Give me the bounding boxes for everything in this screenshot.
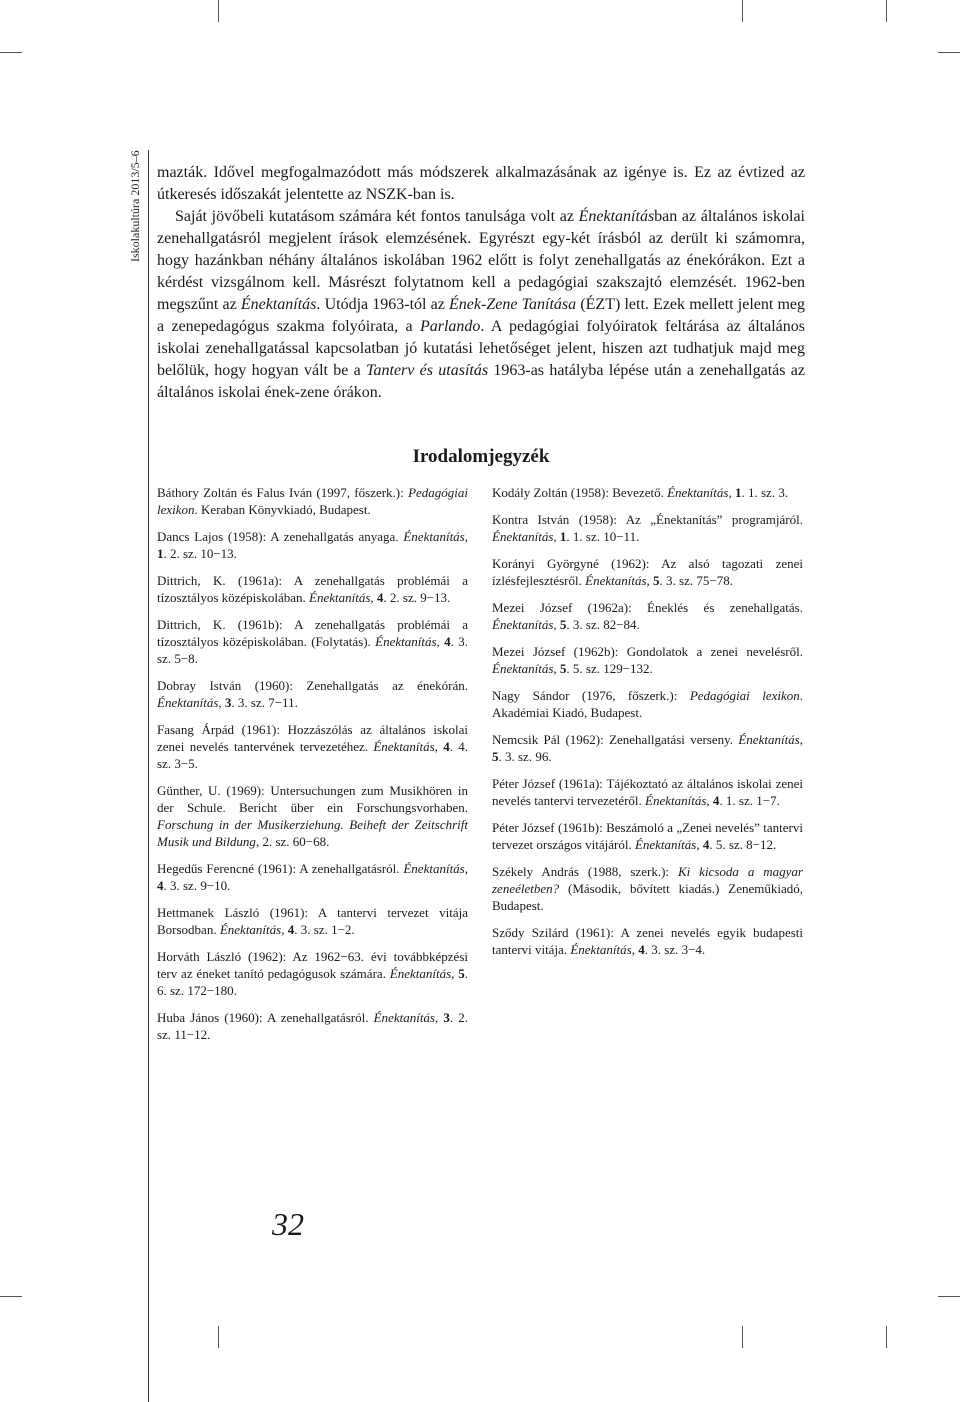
text-run: , — [728, 485, 735, 500]
text-run: . 6. sz. 172−180. — [157, 966, 468, 998]
bold-text: 4 — [287, 922, 295, 937]
bold-text: 4 — [702, 837, 710, 852]
bold-text: 1 — [734, 485, 742, 500]
bold-text: 4 — [376, 590, 384, 605]
text-run: 1963-as hatályba lépése után a zenehallgatás az általános iskolai ének-zene órákon. — [157, 362, 805, 401]
italic-text: Ki kicsoda a magyar zeneéletben? — [492, 864, 803, 896]
reference-entry — [157, 721, 468, 772]
text-run: Fasang Árpád (1961): Hozzászólás az általános iskolai zenei nevelés tantervének tervezetéhez. — [157, 722, 468, 754]
text-run: . 3. sz. 75−78. — [659, 573, 733, 588]
italic-text: Tanterv és utasítás — [366, 362, 489, 379]
references-heading: Irodalomjegyzék — [412, 446, 550, 467]
reference-entry — [492, 863, 803, 914]
text-run: . 3. sz. 1−2. — [294, 922, 355, 937]
text-run: . 2. sz. 10−13. — [163, 546, 237, 561]
text-run: Korányi Györgyné (1962): Az alsó tagozati zenei ízlésfejlesztésről. — [492, 556, 803, 588]
text-run: , — [370, 590, 377, 605]
crop-mark — [0, 1296, 22, 1297]
reference-entry — [492, 687, 803, 721]
text-run: . 2. sz. 11−12. — [157, 1010, 468, 1042]
text-run: . Utódja 1963-tól az — [316, 296, 450, 313]
reference-entry — [157, 904, 468, 938]
text-run: Horváth László (1962): Az 1962−63. évi továbbképzési terv az éneket tanító pedagógusok számára. — [157, 949, 468, 981]
bold-text: 5 — [559, 661, 567, 676]
text-run: Günther, U. (1969): Untersuchungen zum Musikhören in der Schule. Bericht über ein Forschungsvorhaben. — [157, 783, 468, 815]
text-run: (Második, bővített kiadás.) Zeneműkiadó, Budapest. — [492, 881, 803, 913]
crop-mark — [218, 0, 219, 22]
references-right-column — [492, 484, 803, 968]
text-run: . 2. sz. 9−13. — [383, 590, 451, 605]
reference-entry — [492, 511, 803, 545]
text-run: . 3. sz. 9−10. — [163, 878, 231, 893]
bold-text: 4 — [444, 634, 451, 649]
text-run: , — [435, 1010, 444, 1025]
crop-mark — [938, 52, 960, 53]
reference-entry — [157, 572, 468, 606]
text-run: . 1. sz. 10−11. — [566, 529, 640, 544]
reference-entry — [492, 555, 803, 589]
text-run: , — [218, 695, 225, 710]
crop-mark — [938, 1296, 960, 1297]
italic-text: Forschung in der Musikerziehung. Beiheft der Zeitschrift Musik und Bildung — [157, 817, 468, 849]
italic-text: Énektanítás — [375, 634, 437, 649]
text-run: Dittrich, K. (1961b): A zenehallgatás problémái a tízosztályos középiskolában. (Folytatás). — [157, 617, 468, 649]
crop-mark — [886, 1326, 887, 1348]
body-text — [157, 162, 805, 404]
reference-entry — [157, 484, 468, 518]
italic-text: Énektanítás — [738, 732, 800, 747]
italic-text: Énektanítás — [389, 966, 452, 981]
text-run: Péter József (1961b): Beszámoló a „Zenei nevelés” tantervi tervezet országos vitájáról. — [492, 820, 803, 852]
text-run: , — [553, 617, 560, 632]
italic-text: Énektanítás — [585, 573, 647, 588]
text-run: . 3. sz. 3−4. — [644, 942, 706, 957]
text-run: , — [646, 573, 654, 588]
reference-entry — [492, 484, 803, 501]
text-run: , 2. sz. 60−68. — [255, 834, 330, 849]
text-run: Saját jövőbeli kutatásom számára két fontos tanulsága volt az — [175, 208, 579, 225]
italic-text: Énektanítás — [403, 529, 465, 544]
text-run: Kodály Zoltán (1958): Bevezető. — [492, 485, 668, 500]
italic-text: Énektanítás — [240, 296, 317, 313]
bold-text: 1 — [157, 546, 164, 561]
bold-text: 5 — [458, 966, 465, 981]
text-run: Székely András (1988, szerk.): — [492, 864, 678, 879]
crop-mark — [886, 0, 887, 22]
text-run: . 3. sz. 96. — [498, 749, 552, 764]
text-run: . Keraban Könyvkiadó, Budapest. — [194, 502, 371, 517]
references-left-column — [157, 484, 468, 1053]
text-run: Hettmanek László (1961): A tantervi tervezet vitája Borsodban. — [157, 905, 468, 937]
reference-entry — [157, 782, 468, 850]
reference-entry — [157, 677, 468, 711]
crop-mark — [218, 1326, 219, 1348]
text-run: , — [436, 634, 445, 649]
bold-text: 5 — [492, 749, 499, 764]
italic-text: Énektanítás — [492, 617, 554, 632]
crop-mark — [742, 1326, 743, 1348]
text-run: . 4. sz. 3−5. — [157, 739, 469, 771]
text-run: Mezei József (1962b): Gondolatok a zenei nevelésről. — [492, 644, 803, 659]
paragraph-1 — [157, 162, 805, 206]
text-run: . 5. sz. 129−132. — [566, 661, 653, 676]
reference-entry — [492, 599, 803, 633]
reference-entry — [157, 528, 468, 562]
italic-text: Parlando — [419, 318, 481, 335]
crop-mark — [742, 0, 743, 22]
italic-text: Pedagógiai lexikon — [689, 688, 800, 703]
bold-text: 3 — [224, 695, 232, 710]
reference-entry — [157, 616, 468, 667]
margin-rule — [148, 150, 149, 1402]
italic-text: Énektanítás — [309, 590, 371, 605]
italic-text: Énektanítás — [219, 922, 282, 937]
text-run: Huba János (1960): A zenehallgatásról. — [157, 1010, 374, 1025]
text-run: . 3. sz. 7−11. — [231, 695, 298, 710]
text-run: . A pedagógiai folyóiratok feltárása az általános iskolai zenehallgatással kapcsolatban jó kutatási lehetőséget jelent, hiszen azt tudhatjuk majd meg belőlük, hogy hogyan vált be a — [157, 318, 806, 379]
text-run: , — [799, 732, 803, 747]
italic-text: Énektanítás — [645, 793, 707, 808]
bold-text: 5 — [653, 573, 660, 588]
italic-text: Énektanítás — [157, 695, 219, 710]
bold-text: 5 — [559, 617, 567, 632]
italic-text: Énektanítás — [492, 661, 554, 676]
bold-text: 4 — [638, 942, 645, 957]
italic-text: Énektanítás — [373, 739, 435, 754]
italic-text: Ének-Zene Tanítása — [449, 296, 577, 313]
reference-entry — [157, 948, 468, 999]
text-run: . 3. sz. 82−84. — [566, 617, 640, 632]
bold-text: 4 — [157, 878, 164, 893]
text-run: Báthory Zoltán és Falus Iván (1997, főszerk.): — [157, 485, 409, 500]
italic-text: Énektanítás — [492, 529, 554, 544]
text-run: , — [451, 966, 459, 981]
bold-text: 1 — [559, 529, 567, 544]
reference-entry — [492, 775, 803, 809]
journal-side-label: Iskolakultúra 2013/5–6 — [128, 150, 142, 262]
text-run: , — [434, 739, 444, 754]
reference-entry — [157, 1009, 468, 1043]
text-run: ban az általános iskolai zenehallgatásról megjelent írások elemzésének. Egyrészt egy-két írásból az derült ki számomra, hogy hazánkban néhány általános iskolában 1962 előtt is folyt zenehallgatás az énekórákon. Ezt a kérdést vizsgálnom kell. Másrészt folytatnom kell a pedagógiai szakszajtó elemzését. 1962-ben megszűnt az — [157, 208, 805, 313]
italic-text: Énektanítás — [403, 861, 465, 876]
italic-text: Énektanítás — [578, 208, 655, 225]
italic-text: Énektanítás — [634, 837, 697, 852]
reference-entry — [492, 924, 803, 958]
text-run: . 5. sz. 8−12. — [709, 837, 777, 852]
italic-text: Énektanítás — [373, 1010, 435, 1025]
text-run: Kontra István (1958): Az „Énektanítás” programjáról. — [492, 512, 803, 527]
text-run: mazták. Idővel megfogalmazódott más módszerek alkalmazásának az igénye is. Ez az évtized az útkeresés időszakát jelentette az NSZK-ban is. — [157, 164, 805, 203]
text-run: Hegedűs Ferencné (1961): A zenehallgatásról. — [157, 861, 404, 876]
text-run: Dittrich, K. (1961a): A zenehallgatás problémái a tízosztályos középiskolában. — [157, 573, 468, 605]
text-run: (ÉZT) lett. Ezek mellett jelent meg a zenepedagógus szakma folyóirata, a — [157, 296, 806, 335]
page-number: 32 — [272, 1206, 304, 1242]
text-run: Péter József (1961a): Tájékoztató az általános iskolai zenei nevelés tantervi tervezetéről. — [492, 776, 803, 808]
reference-entry — [492, 643, 803, 677]
bold-text: 3 — [443, 1010, 450, 1025]
bold-text: 4 — [443, 739, 450, 754]
text-run: , — [281, 922, 288, 937]
text-run: , — [464, 861, 468, 876]
reference-entry — [492, 731, 803, 765]
crop-mark — [0, 52, 22, 53]
text-run: . 1. sz. 3. — [741, 485, 789, 500]
text-run: , — [553, 661, 560, 676]
text-run: Nemcsik Pál (1962): Zenehallgatási verseny. — [492, 732, 739, 747]
paragraph-2 — [157, 206, 805, 404]
text-run: , — [464, 529, 468, 544]
text-run: , — [631, 942, 639, 957]
text-run: Sződy Szilárd (1961): A zenei nevelés egyik budapesti tantervi vitája. — [492, 925, 803, 957]
text-run: Dancs Lajos (1958): A zenehallgatás anyaga. — [157, 529, 404, 544]
text-run: . 1. sz. 1−7. — [719, 793, 780, 808]
text-run: Mezei József (1962a): Éneklés és zenehallgatás. — [492, 600, 803, 615]
bold-text: 4 — [712, 793, 720, 808]
italic-text: Énektanítás — [570, 942, 632, 957]
reference-entry — [157, 860, 468, 894]
text-run: , — [706, 793, 713, 808]
reference-entry — [492, 819, 803, 853]
text-run: , — [696, 837, 703, 852]
text-run: , — [553, 529, 560, 544]
text-run: Dobray István (1960): Zenehallgatás az énekórán. — [157, 678, 468, 693]
italic-text: Énektanítás — [667, 485, 729, 500]
italic-text: Pedagógiai lexikon — [157, 485, 468, 517]
text-run: . 3. sz. 5−8. — [157, 634, 468, 666]
text-run: . Akadémiai Kiadó, Budapest. — [492, 688, 803, 720]
text-run: Nagy Sándor (1976, főszerk.): — [492, 688, 690, 703]
